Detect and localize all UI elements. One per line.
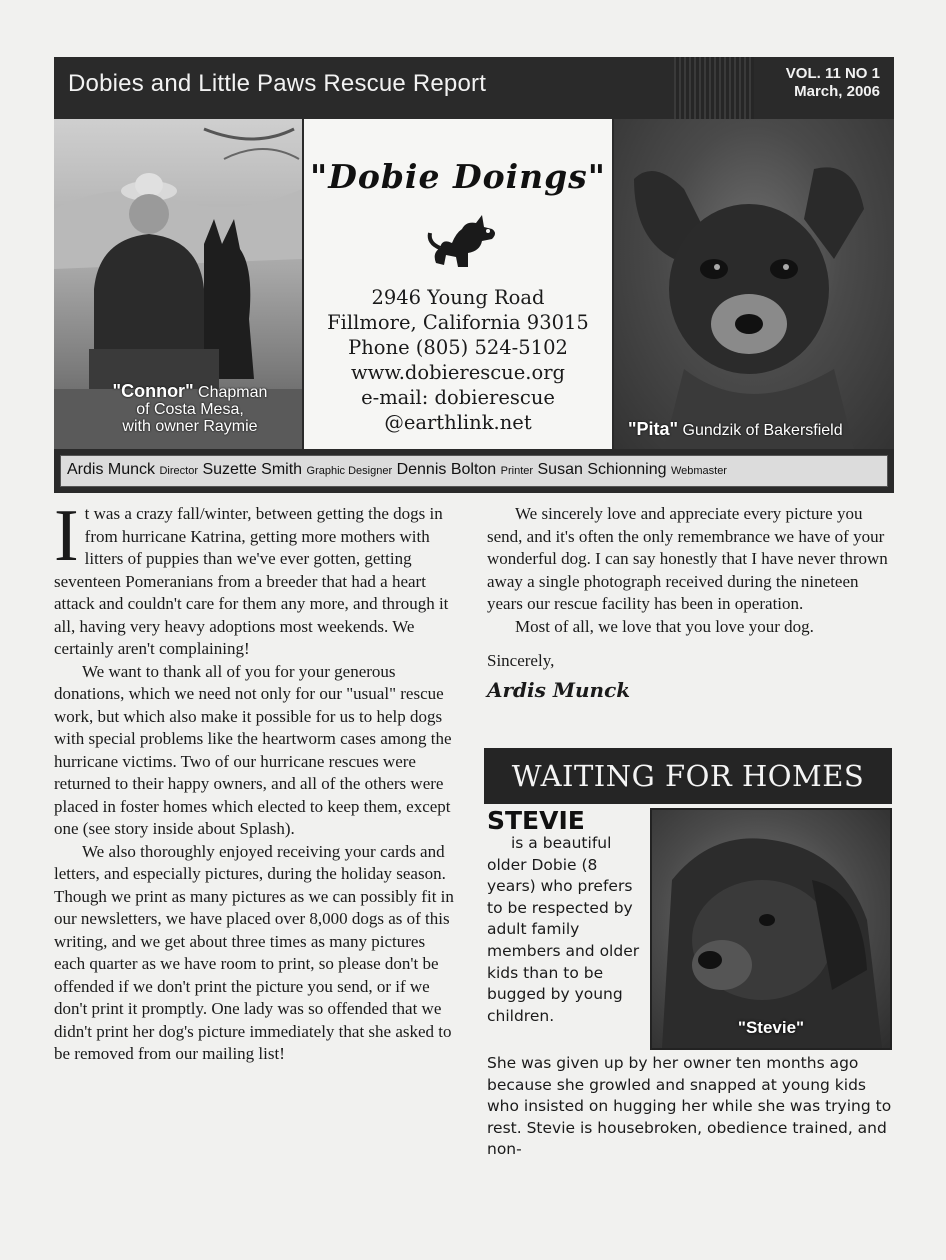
newsletter-title: Dobies and Little Paws Rescue Report bbox=[68, 70, 487, 97]
drop-cap: I bbox=[54, 495, 79, 577]
caption-pita-name: "Pita" bbox=[628, 419, 679, 439]
phone-number: Phone (805) 524-5102 bbox=[348, 336, 568, 359]
email-line2[interactable]: @earthlink.net bbox=[384, 411, 532, 434]
address-city: Fillmore, California 93015 bbox=[327, 311, 589, 334]
masthead bbox=[54, 57, 894, 119]
website-link[interactable]: www.dobierescue.org bbox=[350, 361, 566, 384]
banner bbox=[54, 119, 894, 449]
signature: Ardis Munck bbox=[487, 677, 631, 702]
stevie-description-first: is a beautiful bbox=[511, 834, 612, 852]
letter-paragraph-1-text: t was a crazy fall/winter, between getting the dogs in from hurricane Katrina, getting more mothers with litters of puppies than we've ever gotten, getting seventeen Pomeranians from a breeder that had a heart attack and couldn't care for them any more, and through it all, having very heavy adoptions most weekends. We certainly aren't complaining! bbox=[54, 504, 449, 658]
letter-paragraph-3: We also thoroughly enjoyed receiving your cards and letters, and especially pictures, during the holiday season. Though we print as many pictures as we can possibly fit in our newsletters, we have placed over 8,000 dogs as of this writing, and we get about three times as many pictures each quarter as we have room to print, so please don't be offended if we don't print the picture you send, or if we don't print it promptly. One lady was so offended that we didn't print her dog's picture immediately that she asked to be removed from our mailing list! bbox=[54, 841, 454, 1063]
caption-stevie: "Stevie" bbox=[737, 1018, 805, 1037]
credit-name-printer: Dennis Bolton bbox=[396, 461, 497, 478]
caption-connor-location: of Costa Mesa, bbox=[136, 401, 244, 418]
stevie-description-continued: She was given up by her owner ten months ago because she growled and snapped at young kids who insisted on hugging her while she was trying to rest. Stevie is housebroken, obedience trained, and non- bbox=[487, 1054, 892, 1159]
credit-name-designer: Suzette Smith bbox=[202, 461, 303, 478]
caption-pita bbox=[628, 421, 894, 439]
stevie-description bbox=[487, 833, 647, 1027]
waiting-for-homes-heading: WAITING FOR HOMES bbox=[484, 748, 892, 804]
volume-number: VOL. 11 NO 1 bbox=[785, 65, 880, 82]
letter-closing: Sincerely, bbox=[487, 651, 555, 670]
photo-pita-illustration bbox=[614, 119, 894, 449]
caption-connor-surname: Chapman bbox=[193, 384, 268, 401]
dobie-doings-logo-text: "Dobie Doings" bbox=[310, 157, 606, 196]
contact-address bbox=[304, 285, 612, 435]
photo-stevie bbox=[650, 808, 892, 1050]
caption-pita-rest: Gundzik of Bakersfield bbox=[678, 422, 843, 439]
masthead-stripes bbox=[674, 57, 754, 119]
cartoon-dog-icon bbox=[422, 203, 502, 273]
logo-contact-box bbox=[304, 119, 612, 449]
credit-name-webmaster: Susan Schionning bbox=[537, 461, 667, 478]
caption-connor-name: "Connor" bbox=[112, 381, 194, 401]
letter-paragraph-1 bbox=[54, 495, 454, 661]
staff-credits bbox=[54, 449, 894, 493]
photo-pita bbox=[614, 119, 894, 449]
staff-credits-inner bbox=[60, 455, 888, 487]
caption-connor-owner: with owner Raymie bbox=[122, 418, 258, 435]
credit-role-webmaster: Webmaster bbox=[670, 465, 727, 477]
credit-role-director: Director bbox=[159, 465, 198, 477]
credit-role-printer: Printer bbox=[500, 465, 534, 477]
address-street: 2946 Young Road bbox=[371, 286, 545, 309]
dog-name-heading: STEVIE bbox=[487, 806, 585, 835]
stevie-description-rest: older Dobie (8 years) who prefers to be respected by adult family members and older kids than to be bugged by young children. bbox=[487, 855, 640, 1025]
credit-name-director: Ardis Munck bbox=[67, 461, 156, 478]
credit-role-designer: Graphic Designer bbox=[306, 465, 393, 477]
issue-info bbox=[786, 65, 880, 101]
letter-paragraph-4: We sincerely love and appreciate every picture you send, and it's often the only remembrance we have of your wonderful dog. I can say honestly that I have never thrown away a single photograph received during the nineteen years our rescue facility has been in operation. bbox=[487, 504, 888, 613]
letter-paragraph-5: Most of all, we love that you love your dog. bbox=[515, 616, 814, 636]
letter-right-column bbox=[487, 503, 891, 701]
caption-connor bbox=[90, 383, 290, 435]
letter-left-column bbox=[54, 495, 454, 1066]
photo-stevie-illustration bbox=[652, 810, 890, 1048]
email-line1[interactable]: e-mail: dobierescue bbox=[361, 386, 555, 409]
letter-paragraph-2: We want to thank all of you for your generous donations, which we need not only for our "usual" rescue work, but which also make it possible for us to help dogs with special problems like the heartworm cases among the hurricane victims. Two of our hurricane rescues were returned to their happy owners, and all of the others were placed in foster homes which elected to keep them, except one (see story inside about Splash). bbox=[54, 661, 452, 838]
issue-date: March, 2006 bbox=[794, 83, 880, 100]
photo-connor-with-owner bbox=[54, 119, 302, 449]
